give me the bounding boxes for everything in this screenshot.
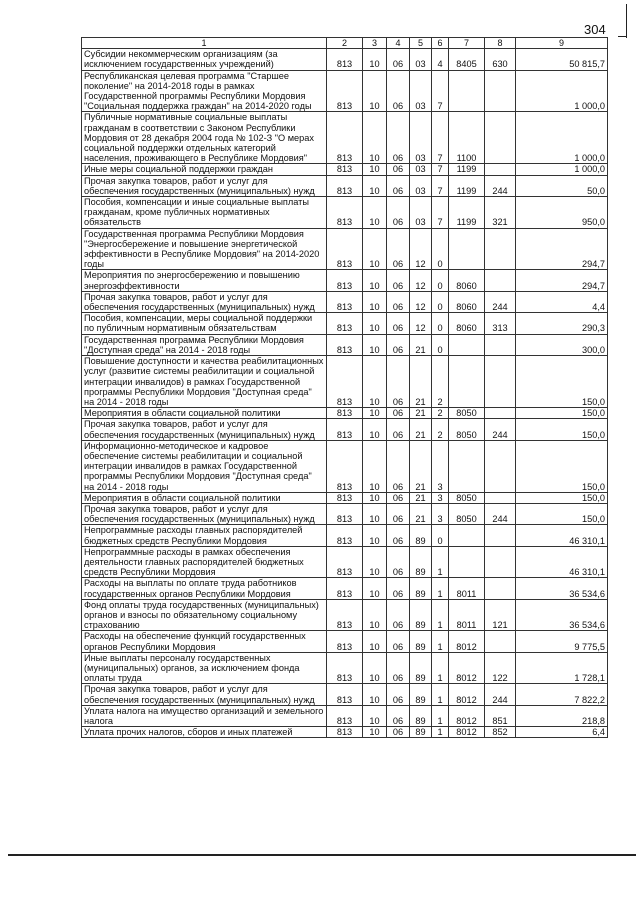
cell-row-name: Пособия, компенсации и иные социальные выплаты гражданам, кроме публичных нормативных обязательств (82, 197, 327, 229)
cell-row-name: Мероприятия по энергосбережению и повышению энергоэффективности (82, 270, 327, 291)
cell-code-5: 89 (410, 727, 432, 738)
cell-code-6: 0 (432, 270, 449, 291)
cell-amount: 950,0 (516, 197, 608, 229)
cell-code-7 (449, 525, 485, 546)
cell-code-8 (485, 525, 516, 546)
cell-code-3: 10 (363, 356, 387, 408)
cell-code-3: 10 (363, 70, 387, 112)
cell-code-5: 21 (410, 440, 432, 492)
cell-code-3: 10 (363, 525, 387, 546)
cell-code-7: 8060 (449, 270, 485, 291)
cell-row-name: Прочая закупка товаров, работ и услуг для обеспечения государственных (муниципальных) нужд (82, 503, 327, 524)
cell-code-4: 06 (387, 546, 410, 578)
cell-code-2: 813 (327, 408, 363, 419)
cell-code-7 (449, 70, 485, 112)
cell-code-3: 10 (363, 578, 387, 599)
cell-code-4: 06 (387, 49, 410, 70)
cell-code-6: 3 (432, 440, 449, 492)
cell-code-4: 06 (387, 112, 410, 164)
cell-code-3: 10 (363, 492, 387, 503)
cell-code-3: 10 (363, 684, 387, 705)
cell-code-7: 8012 (449, 684, 485, 705)
cell-code-8 (485, 112, 516, 164)
cell-code-2: 813 (327, 228, 363, 270)
cell-row-name: Государственная программа Республики Мордовия "Доступная среда" на 2014 - 2018 годы (82, 334, 327, 355)
cell-code-4: 06 (387, 492, 410, 503)
cell-code-5: 89 (410, 705, 432, 726)
cell-code-4: 06 (387, 270, 410, 291)
cell-code-2: 813 (327, 652, 363, 684)
cell-code-4: 06 (387, 684, 410, 705)
cell-code-4: 06 (387, 727, 410, 738)
cell-code-8: 851 (485, 705, 516, 726)
cell-amount: 1 728,1 (516, 652, 608, 684)
cell-code-3: 10 (363, 197, 387, 229)
cell-code-5: 89 (410, 578, 432, 599)
cell-code-5: 21 (410, 408, 432, 419)
cell-code-2: 813 (327, 492, 363, 503)
cell-row-name: Повышение доступности и качества реабилитационных услуг (развитие системы реабилитации и социальной интеграции инвалидов) в рамках Государственной программы Республики Мордовия "Доступная среда" на 2014 - 2018 годы (82, 356, 327, 408)
cell-code-8 (485, 70, 516, 112)
cell-code-7: 8060 (449, 291, 485, 312)
cell-row-name: Непрограммные расходы главных распорядителей бюджетных средств Республики Мордовия (82, 525, 327, 546)
cell-code-7: 8050 (449, 503, 485, 524)
table-row (82, 684, 608, 705)
cell-amount: 36 534,6 (516, 578, 608, 599)
cell-code-2: 813 (327, 578, 363, 599)
cell-code-7: 1100 (449, 112, 485, 164)
cell-code-6: 4 (432, 49, 449, 70)
cell-code-6: 2 (432, 419, 449, 440)
table-row (82, 652, 608, 684)
cell-code-4: 06 (387, 313, 410, 334)
cell-code-4: 06 (387, 164, 410, 175)
table-row (82, 112, 608, 164)
cell-code-8: 244 (485, 419, 516, 440)
cell-code-3: 10 (363, 727, 387, 738)
table-row (82, 419, 608, 440)
cell-amount: 50 815,7 (516, 49, 608, 70)
cell-code-6: 2 (432, 356, 449, 408)
table-row (82, 546, 608, 578)
cell-code-2: 813 (327, 175, 363, 196)
cell-amount: 290,3 (516, 313, 608, 334)
cell-code-6: 1 (432, 705, 449, 726)
cell-code-8 (485, 440, 516, 492)
cell-code-6: 0 (432, 313, 449, 334)
cell-code-3: 10 (363, 546, 387, 578)
cell-code-2: 813 (327, 270, 363, 291)
cell-row-name: Государственная программа Республики Мордовия "Энергосбережение и повышение энергетической эффективности в Республике Мордовия" на 2014-2020 годы (82, 228, 327, 270)
cell-code-4: 06 (387, 175, 410, 196)
table-row (82, 578, 608, 599)
cell-row-name: Фонд оплаты труда государственных (муниципальных) органов и взносы по обязательному социальному страхованию (82, 599, 327, 631)
cell-code-2: 813 (327, 503, 363, 524)
header-cell: 4 (387, 38, 410, 49)
cell-code-2: 813 (327, 631, 363, 652)
cell-code-4: 06 (387, 599, 410, 631)
header-cell: 8 (485, 38, 516, 49)
header-row (82, 38, 608, 49)
cell-code-8: 630 (485, 49, 516, 70)
cell-amount: 1 000,0 (516, 70, 608, 112)
table-row (82, 356, 608, 408)
table-row (82, 631, 608, 652)
cell-code-2: 813 (327, 440, 363, 492)
table-row (82, 270, 608, 291)
table-row (82, 70, 608, 112)
cell-row-name: Информационно-методическое и кадровое обеспечение системы реабилитации и социальной интеграции инвалидов в рамках Государственной программы Республики Мордовия "Доступная среда" на 2014 - 2018 годы (82, 440, 327, 492)
cell-code-4: 06 (387, 291, 410, 312)
cell-code-7: 8050 (449, 408, 485, 419)
cell-row-name: Иные меры социальной поддержки граждан (82, 164, 327, 175)
cell-row-name: Республиканская целевая программа "Старшее поколение" на 2014-2018 годы в рамках Государственной программы Республики Мордовия "Социальная поддержка граждан" на 2014-2020 годы (82, 70, 327, 112)
cell-code-2: 813 (327, 599, 363, 631)
cell-row-name: Иные выплаты персоналу государственных (муниципальных) органов, за исключением фонда оплаты труда (82, 652, 327, 684)
table-body (82, 38, 608, 738)
cell-code-6: 1 (432, 631, 449, 652)
cell-amount: 150,0 (516, 419, 608, 440)
cell-code-3: 10 (363, 270, 387, 291)
cell-code-7: 8012 (449, 727, 485, 738)
cell-code-2: 813 (327, 334, 363, 355)
cell-code-8 (485, 408, 516, 419)
cell-code-7: 8060 (449, 313, 485, 334)
cell-code-5: 21 (410, 419, 432, 440)
cell-amount: 36 534,6 (516, 599, 608, 631)
table-row (82, 197, 608, 229)
cell-row-name: Мероприятия в области социальной политики (82, 492, 327, 503)
cell-code-3: 10 (363, 313, 387, 334)
cell-code-5: 12 (410, 270, 432, 291)
cell-code-7: 8050 (449, 492, 485, 503)
cell-code-2: 813 (327, 313, 363, 334)
cell-code-6: 1 (432, 578, 449, 599)
cell-code-2: 813 (327, 70, 363, 112)
table-row (82, 492, 608, 503)
cell-code-7 (449, 546, 485, 578)
cell-code-8 (485, 270, 516, 291)
table-row (82, 525, 608, 546)
cell-code-8: 852 (485, 727, 516, 738)
cell-code-2: 813 (327, 356, 363, 408)
cell-amount: 300,0 (516, 334, 608, 355)
cell-amount: 150,0 (516, 440, 608, 492)
cell-code-7: 8012 (449, 705, 485, 726)
cell-amount: 150,0 (516, 503, 608, 524)
cell-code-2: 813 (327, 164, 363, 175)
cell-code-5: 21 (410, 492, 432, 503)
cell-code-5: 89 (410, 684, 432, 705)
cell-code-7 (449, 440, 485, 492)
cell-row-name: Непрограммные расходы в рамках обеспечения деятельности главных распорядителей бюджетных средств Республики Мордовия (82, 546, 327, 578)
cell-code-5: 12 (410, 313, 432, 334)
table-row (82, 49, 608, 70)
cell-code-3: 10 (363, 705, 387, 726)
cell-code-3: 10 (363, 503, 387, 524)
cell-row-name: Публичные нормативные социальные выплаты гражданам в соответствии с Законом Республики Мордовия от 28 декабря 2004 года № 102-З "О мерах социальной поддержки отдельных категорий населения, проживающего в Республике Мордовия" (82, 112, 327, 164)
cell-code-7: 8012 (449, 631, 485, 652)
cell-code-6: 0 (432, 228, 449, 270)
cell-amount: 150,0 (516, 492, 608, 503)
cell-code-4: 06 (387, 503, 410, 524)
header-cell: 5 (410, 38, 432, 49)
cell-code-7: 1199 (449, 197, 485, 229)
cell-code-7: 1199 (449, 164, 485, 175)
header-cell: 2 (327, 38, 363, 49)
cell-code-6: 3 (432, 492, 449, 503)
cell-code-5: 89 (410, 525, 432, 546)
cell-code-8 (485, 164, 516, 175)
cell-code-8 (485, 228, 516, 270)
cell-code-7: 8011 (449, 599, 485, 631)
cell-code-4: 06 (387, 525, 410, 546)
cell-code-8: 244 (485, 291, 516, 312)
header-cell: 7 (449, 38, 485, 49)
cell-code-8 (485, 578, 516, 599)
cell-code-7: 1199 (449, 175, 485, 196)
cell-row-name: Прочая закупка товаров, работ и услуг для обеспечения государственных (муниципальных) нужд (82, 419, 327, 440)
cell-code-4: 06 (387, 334, 410, 355)
cell-code-8: 244 (485, 684, 516, 705)
cell-code-5: 21 (410, 356, 432, 408)
page-number: 304 (584, 22, 606, 37)
cell-code-8: 244 (485, 175, 516, 196)
cell-amount: 46 310,1 (516, 546, 608, 578)
table-row (82, 175, 608, 196)
header-cell: 3 (363, 38, 387, 49)
cell-code-4: 06 (387, 228, 410, 270)
cell-code-7 (449, 228, 485, 270)
cell-code-3: 10 (363, 419, 387, 440)
table-row (82, 164, 608, 175)
cell-code-6: 0 (432, 525, 449, 546)
cell-row-name: Прочая закупка товаров, работ и услуг для обеспечения государственных (муниципальных) нужд (82, 175, 327, 196)
cell-code-4: 06 (387, 408, 410, 419)
cell-amount: 7 822,2 (516, 684, 608, 705)
table-row (82, 727, 608, 738)
cell-code-6: 7 (432, 112, 449, 164)
cell-code-6: 7 (432, 70, 449, 112)
cell-row-name: Пособия, компенсации, меры социальной поддержки по публичным нормативным обязательствам (82, 313, 327, 334)
cell-amount: 294,7 (516, 228, 608, 270)
cell-code-6: 0 (432, 291, 449, 312)
cell-code-6: 2 (432, 408, 449, 419)
corner-mark-horizontal (618, 36, 627, 37)
cell-code-5: 03 (410, 197, 432, 229)
cell-code-2: 813 (327, 291, 363, 312)
cell-code-5: 89 (410, 546, 432, 578)
budget-table (81, 37, 608, 738)
cell-code-2: 813 (327, 49, 363, 70)
cell-code-6: 7 (432, 197, 449, 229)
cell-row-name: Прочая закупка товаров, работ и услуг для обеспечения государственных (муниципальных) нужд (82, 291, 327, 312)
table-row (82, 408, 608, 419)
cell-code-2: 813 (327, 525, 363, 546)
cell-code-4: 06 (387, 440, 410, 492)
cell-row-name: Мероприятия в области социальной политики (82, 408, 327, 419)
cell-amount: 150,0 (516, 356, 608, 408)
cell-code-7: 8050 (449, 419, 485, 440)
cell-code-2: 813 (327, 684, 363, 705)
cell-code-6: 7 (432, 175, 449, 196)
cell-code-8 (485, 546, 516, 578)
cell-row-name: Субсидии некоммерческим организациям (за исключением государственных учреждений) (82, 49, 327, 70)
cell-code-2: 813 (327, 546, 363, 578)
cell-code-3: 10 (363, 291, 387, 312)
cell-code-8 (485, 492, 516, 503)
table-row (82, 228, 608, 270)
cell-code-5: 21 (410, 503, 432, 524)
table-row (82, 503, 608, 524)
cell-amount: 46 310,1 (516, 525, 608, 546)
cell-code-4: 06 (387, 705, 410, 726)
cell-amount: 1 000,0 (516, 112, 608, 164)
cell-code-4: 06 (387, 197, 410, 229)
cell-row-name: Уплата налога на имущество организаций и земельного налога (82, 705, 327, 726)
cell-code-4: 06 (387, 578, 410, 599)
cell-code-3: 10 (363, 334, 387, 355)
cell-code-8: 321 (485, 197, 516, 229)
table-row (82, 705, 608, 726)
cell-code-2: 813 (327, 197, 363, 229)
cell-row-name: Уплата прочих налогов, сборов и иных платежей (82, 727, 327, 738)
cell-code-5: 12 (410, 291, 432, 312)
cell-code-5: 03 (410, 112, 432, 164)
cell-code-4: 06 (387, 419, 410, 440)
cell-code-3: 10 (363, 164, 387, 175)
cell-code-3: 10 (363, 112, 387, 164)
cell-code-3: 10 (363, 49, 387, 70)
cell-code-7: 8011 (449, 578, 485, 599)
cell-amount: 4,4 (516, 291, 608, 312)
cell-code-8: 313 (485, 313, 516, 334)
cell-code-6: 7 (432, 164, 449, 175)
cell-code-3: 10 (363, 175, 387, 196)
cell-code-6: 1 (432, 652, 449, 684)
table-row (82, 291, 608, 312)
cell-amount: 50,0 (516, 175, 608, 196)
cell-code-4: 06 (387, 356, 410, 408)
table-row (82, 334, 608, 355)
table-row (82, 599, 608, 631)
cell-code-3: 10 (363, 440, 387, 492)
cell-code-5: 89 (410, 652, 432, 684)
cell-code-8: 122 (485, 652, 516, 684)
table-row (82, 440, 608, 492)
cell-code-7: 8012 (449, 652, 485, 684)
table-row (82, 313, 608, 334)
cell-code-8: 244 (485, 503, 516, 524)
cell-code-5: 03 (410, 164, 432, 175)
header-cell: 6 (432, 38, 449, 49)
cell-row-name: Расходы на обеспечение функций государственных органов Республики Мордовия (82, 631, 327, 652)
cell-code-3: 10 (363, 228, 387, 270)
cell-code-6: 1 (432, 546, 449, 578)
cell-code-6: 0 (432, 334, 449, 355)
cell-code-8: 121 (485, 599, 516, 631)
header-cell: 9 (516, 38, 608, 49)
cell-row-name: Расходы на выплаты по оплате труда работников государственных органов Республики Мордовия (82, 578, 327, 599)
bottom-rule (8, 854, 636, 856)
cell-code-5: 03 (410, 175, 432, 196)
cell-code-6: 1 (432, 684, 449, 705)
cell-code-5: 03 (410, 70, 432, 112)
cell-code-3: 10 (363, 631, 387, 652)
cell-code-4: 06 (387, 70, 410, 112)
cell-amount: 9 775,5 (516, 631, 608, 652)
cell-code-4: 06 (387, 652, 410, 684)
cell-code-5: 03 (410, 49, 432, 70)
cell-code-8 (485, 356, 516, 408)
cell-code-3: 10 (363, 408, 387, 419)
cell-amount: 1 000,0 (516, 164, 608, 175)
cell-code-5: 89 (410, 631, 432, 652)
cell-code-7 (449, 356, 485, 408)
cell-code-4: 06 (387, 631, 410, 652)
cell-code-8 (485, 334, 516, 355)
cell-code-3: 10 (363, 599, 387, 631)
cell-code-5: 21 (410, 334, 432, 355)
cell-amount: 294,7 (516, 270, 608, 291)
cell-row-name: Прочая закупка товаров, работ и услуг для обеспечения государственных (муниципальных) нужд (82, 684, 327, 705)
cell-amount: 218,8 (516, 705, 608, 726)
cell-code-5: 89 (410, 599, 432, 631)
cell-code-7: 8405 (449, 49, 485, 70)
cell-code-6: 1 (432, 727, 449, 738)
cell-code-5: 12 (410, 228, 432, 270)
cell-code-2: 813 (327, 419, 363, 440)
cell-code-3: 10 (363, 652, 387, 684)
cell-code-2: 813 (327, 112, 363, 164)
header-cell: 1 (82, 38, 327, 49)
cell-code-8 (485, 631, 516, 652)
cell-code-2: 813 (327, 705, 363, 726)
cell-code-6: 1 (432, 599, 449, 631)
corner-mark-vertical (626, 4, 627, 38)
cell-amount: 6,4 (516, 727, 608, 738)
cell-code-6: 3 (432, 503, 449, 524)
cell-code-2: 813 (327, 727, 363, 738)
cell-amount: 150,0 (516, 408, 608, 419)
cell-code-7 (449, 334, 485, 355)
